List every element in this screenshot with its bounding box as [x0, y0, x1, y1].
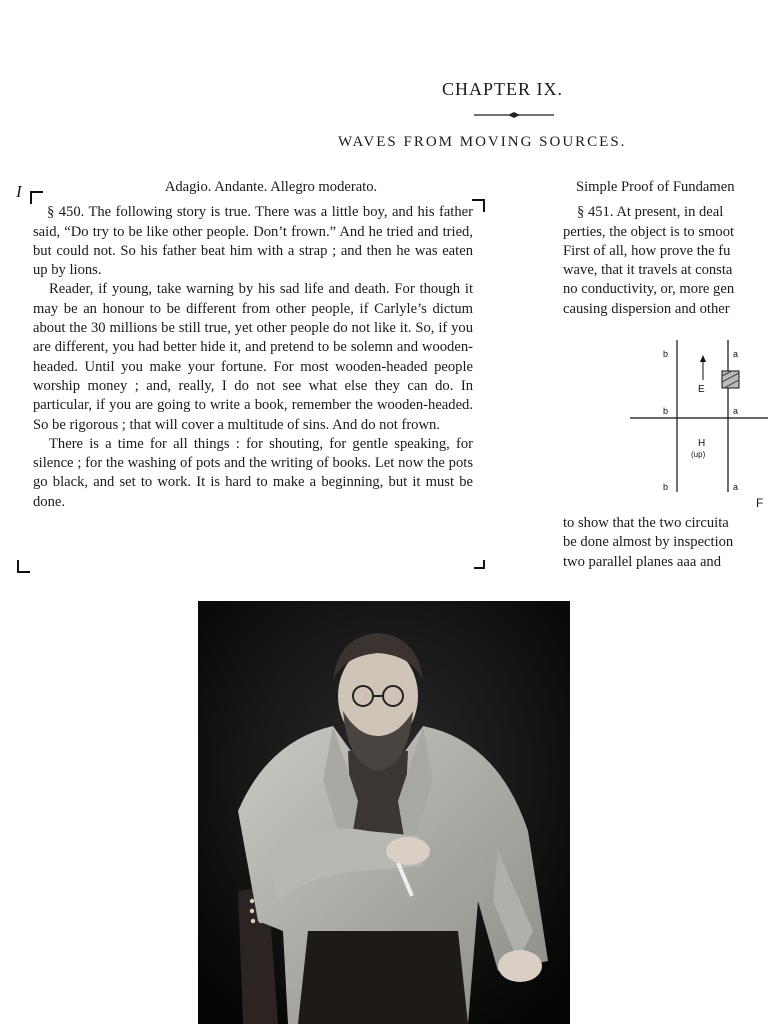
- label-e: E: [698, 384, 705, 395]
- crop-mark-bottom-left: [16, 558, 32, 574]
- portrait-illustration: [198, 601, 570, 1024]
- label-b-top: b: [663, 349, 669, 359]
- right-column: [563, 178, 768, 319]
- text-line: First of all, how prove the fu: [563, 242, 731, 259]
- label-up: (up): [691, 450, 706, 459]
- margin-mark: I: [16, 182, 22, 201]
- ornament-rule: [474, 110, 554, 120]
- text-line: be done almost by inspection: [563, 534, 734, 551]
- text-line: causing dispersion and other: [563, 300, 730, 317]
- paragraph-reader: Reader, if young, take warning by his sad life and death. For though it may be an honour to be different from other people, if Carlyle’s dictum about the 30 millions be still true, yet other people do not like it. So, if you are different, you had better hide it, and pretend to be solemn and wooden-headed. Until you make your fortune. For most wooden-headed people worship money ; and, really, I do not see what else they can do. In particular, if you are going to write a book, remember the wooden-headed. So be rigorous ; that will cover a multitude of sins. And do not frown.: [33, 281, 473, 433]
- text-line: perties, the object is to smoot: [563, 223, 735, 240]
- chapter-title: CHAPTER IX.: [442, 79, 564, 99]
- text-line: two parallel planes aaa and: [563, 553, 722, 570]
- text-line: no conductivity, or, more gen: [563, 281, 735, 298]
- right-column-continued: [563, 514, 768, 574]
- left-column-heading: Adagio. Andante. Allegro moderato.: [164, 179, 378, 195]
- figure-caption: F: [756, 496, 764, 510]
- text-line: to show that the two circuita: [563, 515, 729, 531]
- left-column: [33, 178, 473, 512]
- crop-mark-bottom-right: [472, 558, 488, 574]
- planes-diagram: [620, 340, 768, 500]
- label-a-top: a: [733, 349, 739, 359]
- portrait-photo: [198, 601, 570, 1024]
- label-a-mid: a: [733, 406, 739, 416]
- paragraph-450: § 450. The following story is true. There was a little boy, and his father said, “Do try to be like other people. Don’t frown.” And he tried and tried, but could not. So his father beat him with a strap ; and then he was eaten up by lions.: [33, 204, 473, 279]
- label-b-bottom: b: [663, 482, 669, 492]
- label-h: H: [698, 438, 706, 449]
- label-b-mid: b: [663, 406, 669, 416]
- label-a-bottom: a: [733, 482, 739, 492]
- paragraph-time: There is a time for all things : for shouting, for gentle speaking, for silence ; for the washing of pots and the writing of books. Let now the pots go black, and set to work. It is hard to make a beginning, but it must be done.: [33, 435, 473, 510]
- right-column-heading: Simple Proof of Fundamen: [576, 179, 735, 195]
- text-line: § 451. At present, in deal: [577, 204, 724, 221]
- text-line: wave, that it travels at consta: [563, 262, 733, 279]
- section-title: WAVES FROM MOVING SOURCES.: [338, 134, 627, 150]
